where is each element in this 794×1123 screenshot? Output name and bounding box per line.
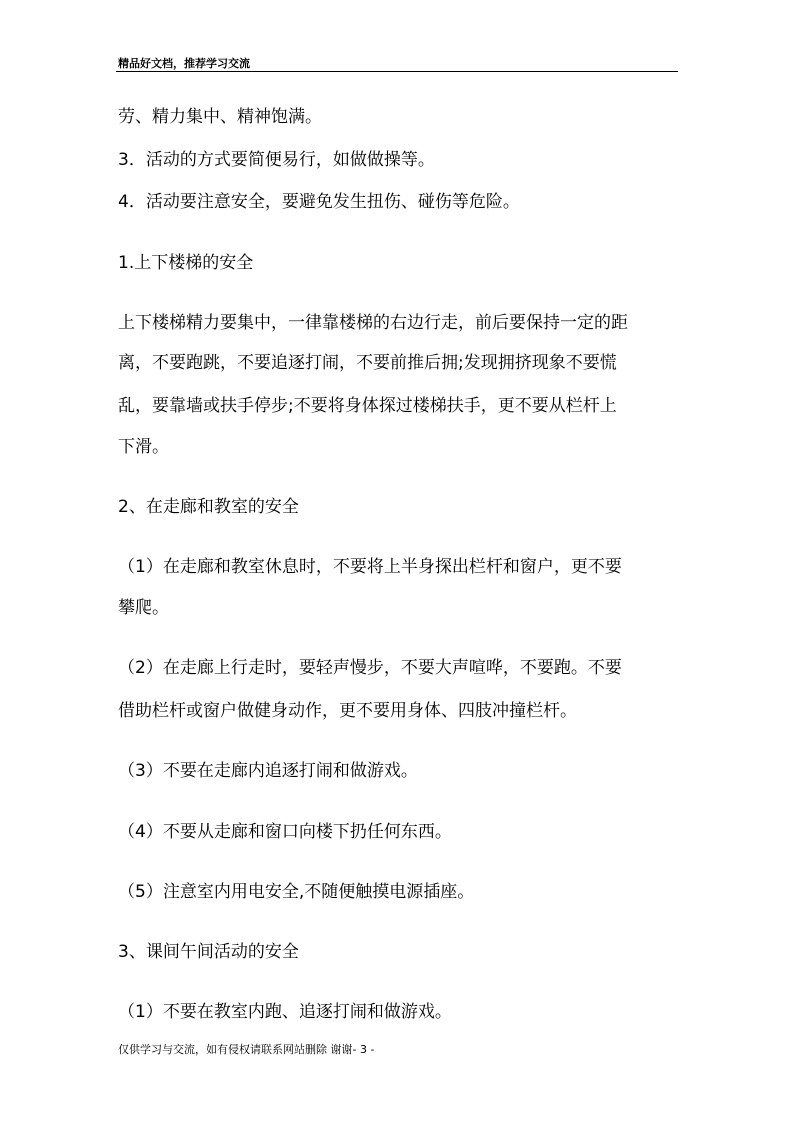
body-line: （3）不要在走廊内追逐打闹和做游戏。 xyxy=(118,761,418,781)
body-line: 劳、精力集中、精神饱满。 xyxy=(118,107,322,127)
body-line: （4）不要从走廊和窗口向楼下扔任何东西。 xyxy=(118,822,452,842)
body-line: 上下楼梯精力要集中，一律靠楼梯的右边行走，前后要保持一定的距 xyxy=(118,313,628,333)
header-divider xyxy=(116,71,678,72)
section-heading: 3、课间午间活动的安全 xyxy=(118,942,299,962)
page-footer: 仅供学习与交流，如有侵权请联系网站删除 谢谢- 3 - xyxy=(118,1043,375,1056)
body-line: 借助栏杆或窗户做健身动作，更不要用身体、四肢冲撞栏杆。 xyxy=(118,701,577,721)
body-line: （1）在走廊和教室休息时，不要将上半身探出栏杆和窗户，更不要 xyxy=(118,557,622,577)
body-line: 3．活动的方式要简便易行，如做做操等。 xyxy=(118,150,435,170)
body-line: （1）不要在教室内跑、追逐打闹和做游戏。 xyxy=(118,1002,452,1022)
section-heading: 1.上下楼梯的安全 xyxy=(118,253,254,273)
body-line: （2）在走廊上行走时，要轻声慢步，不要大声喧哗，不要跑。不要 xyxy=(118,658,622,678)
body-line: 乱，要靠墙或扶手停步;不要将身体探过楼梯扶手，更不要从栏杆上 xyxy=(118,396,617,416)
body-line: 离，不要跑跳，不要追逐打闹，不要前推后拥;发现拥挤现象不要慌 xyxy=(118,353,617,373)
body-line: 4．活动要注意安全，要避免发生扭伤、碰伤等危险。 xyxy=(118,192,520,212)
body-line: 攀爬。 xyxy=(118,598,169,618)
body-line: 下滑。 xyxy=(118,437,169,457)
page-header: 精品好文档，推荐学习交流 xyxy=(118,57,250,70)
body-line: （5）注意室内用电安全,不随便触摸电源插座。 xyxy=(118,882,475,902)
section-heading: 2、在走廊和教室的安全 xyxy=(118,497,299,517)
